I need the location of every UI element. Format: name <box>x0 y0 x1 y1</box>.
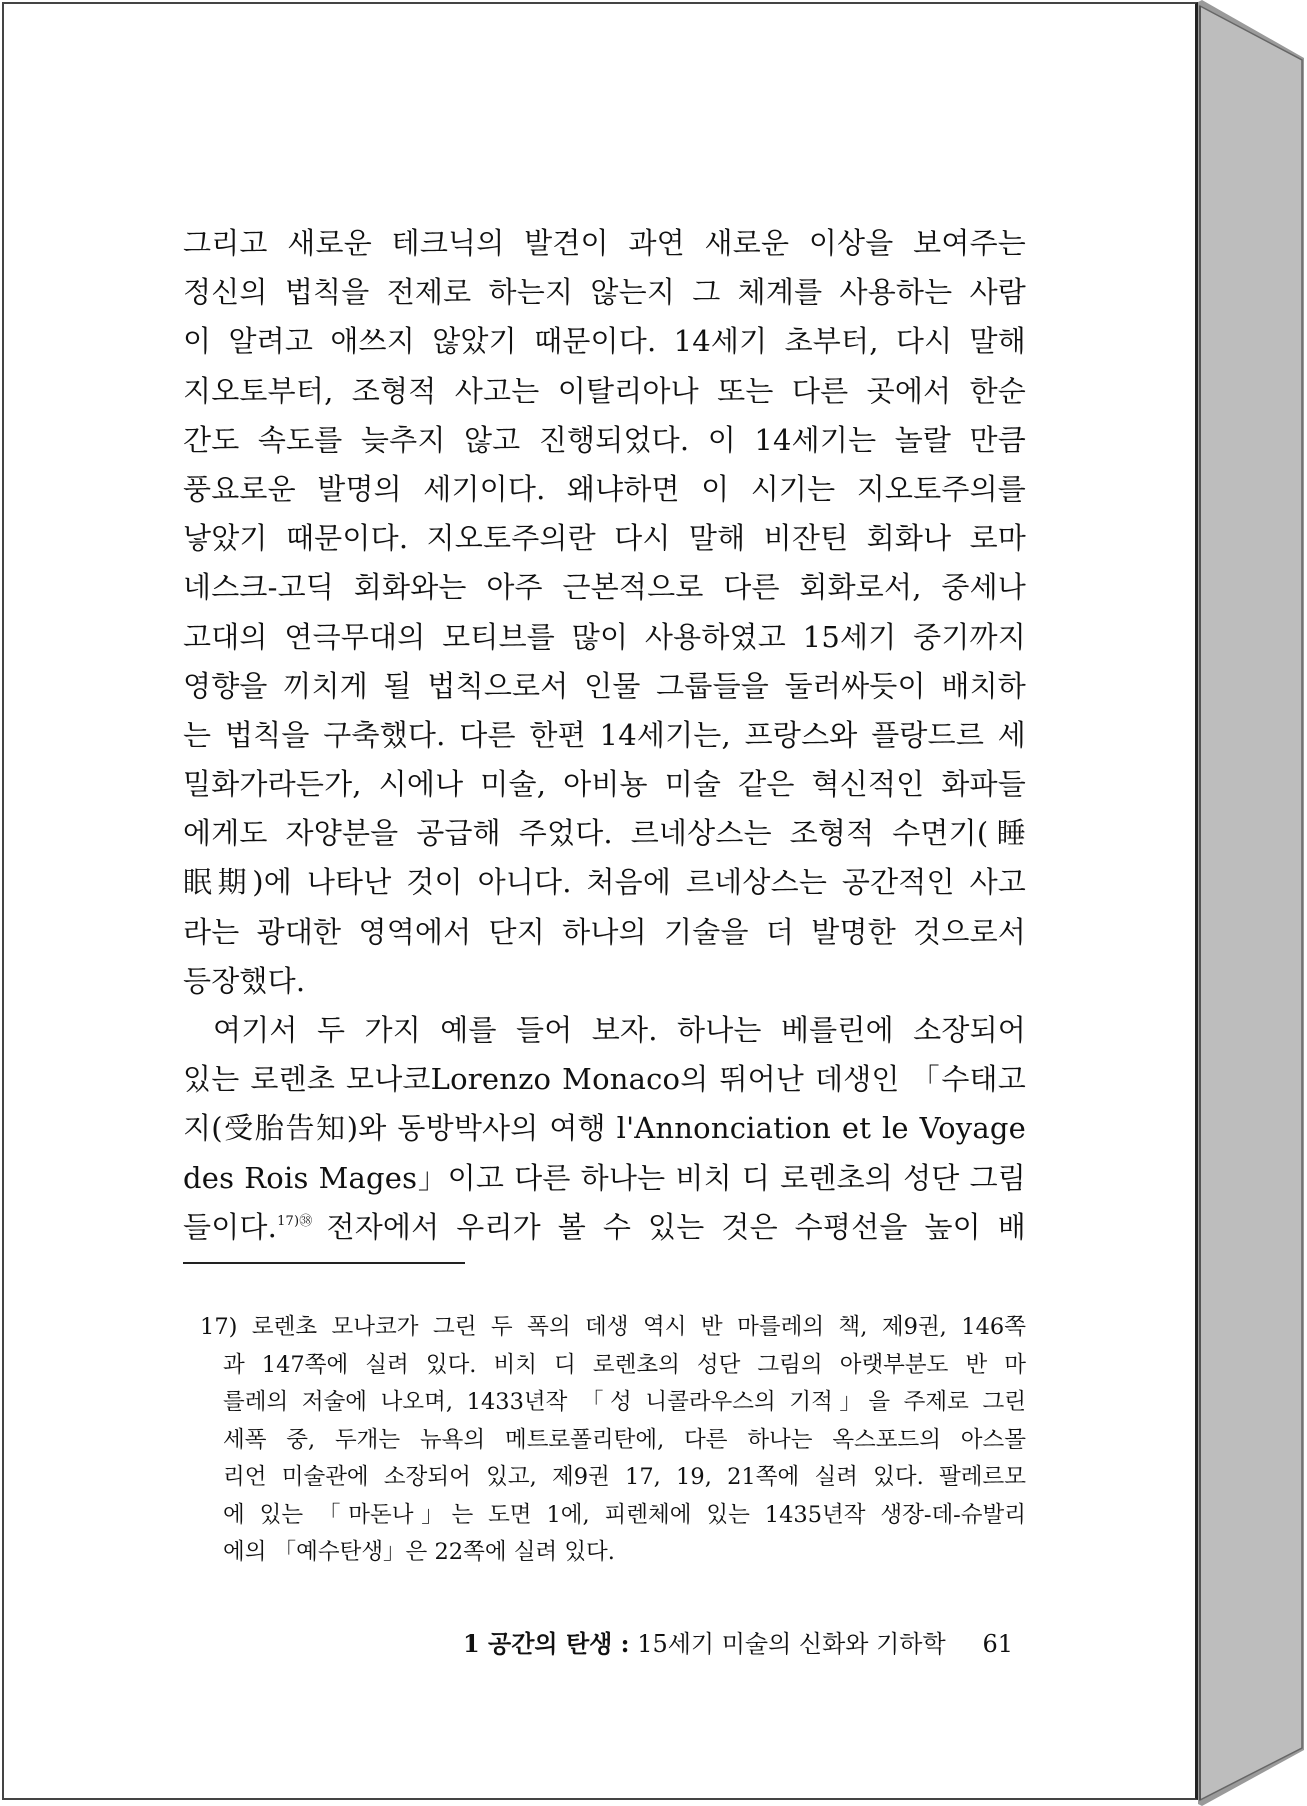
page-number: 61 <box>982 1630 1013 1658</box>
body-line: 는 법칙을 구축했다. 다른 한편 14세기는, 프랑스와 플랑드르 세 <box>183 717 1026 752</box>
body-line-with-note-ref <box>183 1203 1026 1252</box>
body-line: 있는 로렌초 모나코Lorenzo Monaco의 뛰어난 데생인 「수태고 <box>183 1062 1026 1097</box>
body-line: 밀화가라든가, 시에나 미술, 아비뇽 미술 같은 혁신적인 화파들 <box>183 767 1026 802</box>
running-footer <box>463 1624 1033 1664</box>
body-line: 간도 속도를 늦추지 않고 진행되었다. 이 14세기는 놀랄 만큼 <box>183 422 1026 457</box>
body-line: 정신의 법칙을 전제로 하는지 않는지 그 체계를 사용하는 사람 <box>183 275 1026 310</box>
body-line: 眠期)에 나타난 것이 아니다. 처음에 르네상스는 공간적인 사고 <box>183 865 1026 900</box>
body-line: 영향을 끼치게 될 법칙으로서 인물 그룹들을 둘러싸듯이 배치하 <box>183 668 1026 703</box>
body-line: 등장했다. <box>183 963 306 998</box>
footnote-17 <box>200 1309 1026 1572</box>
body-line: 지오토부터, 조형적 사고는 이탈리아나 또는 다른 곳에서 한순 <box>183 373 1026 408</box>
body-text <box>183 219 1026 1252</box>
body-line: des Rois Mages」이고 다른 하나는 비치 디 로렌초의 성단 그림 <box>183 1160 1026 1195</box>
chapter-subtitle: 15세기 미술의 신화와 기하학 <box>637 1630 946 1658</box>
body-line: 네스크-고딕 회화와는 아주 근본적으로 다른 회화로서, 중세나 <box>183 570 1026 605</box>
footnote-line: 에의 「예수탄생」은 22쪽에 실려 있다. <box>223 1539 615 1565</box>
book-page-edge <box>1198 0 1307 1806</box>
body-line: 고대의 연극무대의 모티브를 많이 사용하였고 15세기 중기까지 <box>183 619 1026 654</box>
body-line: 여기서 두 가지 예를 들어 보자. 하나는 베를린에 소장되어 <box>213 1013 1026 1047</box>
footnote-line: 과 147쪽에 실려 있다. 비치 디 로렌초의 성단 그림의 아랫부분도 반 마 <box>223 1351 1026 1378</box>
footnote-line: 17) 로렌초 모나코가 그린 두 폭의 데생 역시 반 마를레의 책, 제9권, 146쪽 <box>200 1314 1026 1340</box>
body-line: 라는 광대한 영역에서 단지 하나의 기술을 더 발명한 것으로서 <box>183 914 1026 949</box>
body-line: 풍요로운 발명의 세기이다. 왜냐하면 이 시기는 지오토주의를 <box>183 471 1026 506</box>
body-line: 지(受胎告知)와 동방박사의 여행 l'Annonciation et le Voyage <box>183 1111 1026 1146</box>
body-line: 이 알려고 애쓰지 않았기 때문이다. 14세기 초부터, 다시 말해 <box>183 324 1026 359</box>
footnote-line: 에 있는 「마돈나」는 도면 1에, 피렌체에 있는 1435년작 생장-데-슈발리 <box>223 1501 1026 1528</box>
footnote-divider <box>183 1262 465 1264</box>
body-line: 낳았기 때문이다. 지오토주의란 다시 말해 비잔틴 회화나 로마 <box>183 521 1026 556</box>
chapter-title: 1 공간의 탄생 : <box>463 1629 630 1658</box>
footnote-line: 리언 미술관에 소장되어 있고, 제9권 17, 19, 21쪽에 실려 있다. 팔레르모 <box>223 1464 1026 1490</box>
footnote-line: 를레의 저술에 나오며, 1433년작 「성 니콜라우스의 기적」을 주제로 그린 <box>223 1389 1026 1415</box>
footnote-line: 세폭 중, 두개는 뉴욕의 메트로폴리탄에, 다른 하나는 옥스포드의 아스몰 <box>223 1426 1026 1453</box>
body-text-fragment: 들이다. <box>183 1209 278 1244</box>
body-line: 그리고 새로운 테크닉의 발견이 과연 새로운 이상을 보여주는 <box>183 226 1026 260</box>
body-text-fragment: 전자에서 우리가 볼 수 있는 것은 수평선을 높이 배 <box>326 1209 1026 1244</box>
body-line: 에게도 자양분을 공급해 주었다. 르네상스는 조형적 수면기(睡 <box>183 816 1026 851</box>
footnote-reference[interactable]: 17)㊳ <box>277 1213 313 1229</box>
